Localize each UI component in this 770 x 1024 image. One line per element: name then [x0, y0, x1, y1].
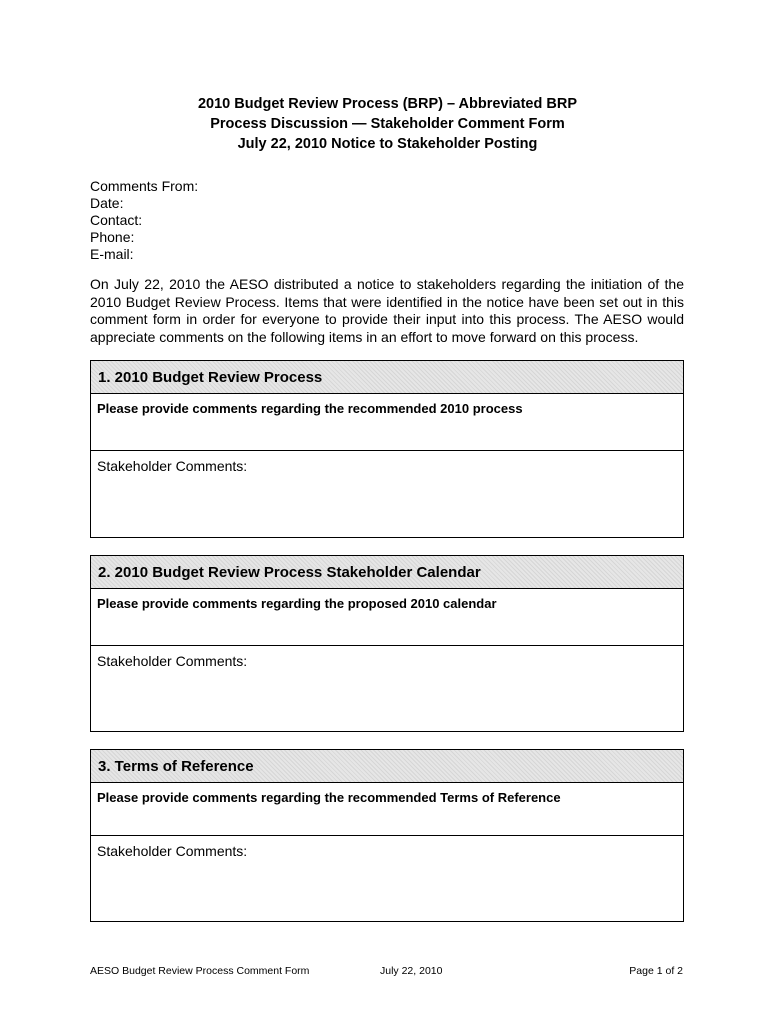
section-3-heading: 3. Terms of Reference — [91, 750, 683, 783]
footer-page-number: Page 1 of 2 — [629, 965, 683, 977]
intro-paragraph: On July 22, 2010 the AESO distributed a notice to stakeholders regarding the initiation of the 2010 Budget Review Process. Items that were identified in the notice have been set out in this comment form in order for everyone to provide their input into this process. The AESO would appreciate comments on the following items in an effort to move forward on this process. — [90, 276, 684, 345]
document-title — [90, 94, 685, 154]
field-email: E-mail: — [90, 246, 134, 262]
section-3-comments[interactable]: Stakeholder Comments: — [97, 843, 248, 859]
footer-date: July 22, 2010 — [380, 965, 443, 977]
title-line-3: July 22, 2010 Notice to Stakeholder Posting — [237, 136, 538, 152]
section-2 — [90, 555, 684, 732]
section-2-question: Please provide comments regarding the proposed 2010 calendar — [91, 589, 683, 646]
field-contact: Contact: — [90, 212, 143, 228]
field-date: Date: — [90, 195, 124, 211]
title-line-1: 2010 Budget Review Process (BRP) – Abbreviated BRP — [197, 96, 577, 112]
footer-form-name: AESO Budget Review Process Comment Form — [90, 965, 310, 977]
section-1-heading: 1. 2010 Budget Review Process — [91, 361, 683, 394]
section-3-question: Please provide comments regarding the recommended Terms of Reference — [91, 783, 683, 836]
section-1-comments[interactable]: Stakeholder Comments: — [97, 458, 248, 474]
title-line-2: Process Discussion — Stakeholder Comment Form — [210, 116, 565, 132]
section-3 — [90, 749, 684, 922]
section-1-question: Please provide comments regarding the recommended 2010 process — [91, 394, 683, 451]
section-1 — [90, 360, 684, 538]
contact-fields — [90, 178, 198, 263]
field-comments-from: Comments From: — [90, 178, 199, 194]
section-2-comments[interactable]: Stakeholder Comments: — [97, 653, 248, 669]
field-phone: Phone: — [90, 229, 135, 245]
section-2-heading: 2. 2010 Budget Review Process Stakeholder Calendar — [91, 556, 683, 589]
